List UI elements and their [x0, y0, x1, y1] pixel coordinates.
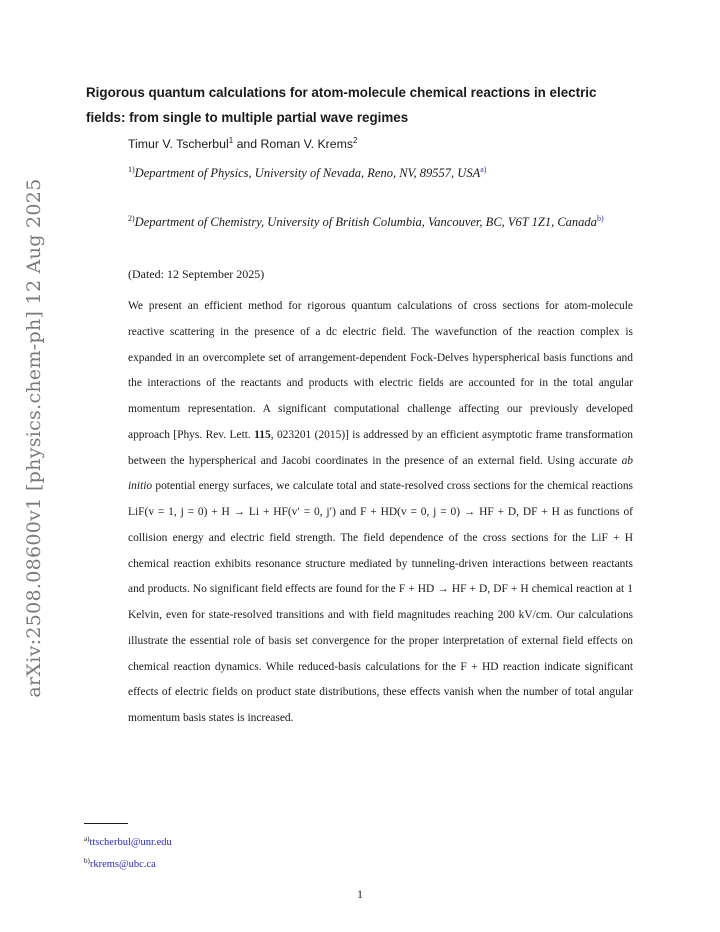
affiliation-text: Department of Chemistry, University of British Columbia, Vancouver, BC, V6T 1Z1, Canada	[134, 215, 597, 229]
author-affiliation-mark: 2	[353, 136, 358, 145]
author-list	[128, 135, 357, 153]
abstract-text: potential energy surfaces, we calculate total and state-resolved cross sections for the chemical reactions LiF(v = 1, j = 0) + H → Li + HF(v′ = 0, j′) and F + HD(v = 0, j = 0) → HF + D, DF + H as functions of collision energy and electric field strength. The field dependence of the cross sections for the LiF + H chemical reaction exhibits resonance structure mediated by tunneling-driven interactions between reactants and products. No significant field effects are found for the F + HD → HF + D, DF + H chemical reaction at 1 Kelvin, even for state-resolved transitions and with field magnitudes reaching 200 kV/cm. Our calculations illustrate the essential role of basis set convergence for the proper interpretation of external field effects on chemical reaction dynamics. While reduced-basis calculations for the F + HD reaction indicate significant effects of electric fields on product state distributions, these effects vanish when the number of total angular momentum basis states is increased.	[128, 480, 633, 724]
footnote-mark: b)	[84, 857, 90, 865]
footnote-mark: a)	[84, 835, 90, 843]
affiliation-1	[128, 158, 608, 185]
abstract-text: , 023201 (2015)] is addressed by an efficient asymptotic frame transformation between the hyperspherical and Jacobi coordinates in the presence of an external field. Using accurate	[128, 428, 634, 467]
affiliation-number: 1)	[128, 165, 135, 174]
footnote-link[interactable]: b)	[596, 214, 604, 223]
abstract-paragraph	[128, 294, 633, 732]
footnote-divider	[84, 823, 128, 824]
affiliation-text: Department of Physics, University of Nevada, Reno, NV, 89557, USA	[134, 166, 481, 180]
email-link[interactable]: ttscherbul@unr.edu	[89, 837, 172, 848]
footnote-a	[84, 830, 172, 852]
abstract-text: We present an efficient method for rigorous quantum calculations of cross sections for atom-molecule reactive scattering in the presence of a dc electric field. The wavefunction of the reaction complex is expanded in an overcomplete set of arrangement-dependent Fock-Delves hyperspherical basis functions and the interactions of the reactants and products with electric fields are accounted for in the total angular momentum representation. A significant computational challenge affecting our previously developed approach [Phys. Rev. Lett.	[128, 300, 633, 441]
author-affiliation-mark: 1	[228, 136, 234, 145]
affiliation-number: 2)	[128, 214, 135, 223]
footnote-link[interactable]: a)	[480, 165, 487, 174]
email-link[interactable]: rkrems@ubc.ca	[89, 859, 156, 870]
author-name: Timur V. Tscherbul	[128, 137, 229, 151]
abstract	[128, 294, 633, 732]
author-name: Roman V. Krems	[260, 137, 354, 151]
abstract-italic-term: ab initio	[128, 454, 633, 493]
abstract-volume: 115	[254, 428, 271, 441]
footnote-b	[84, 852, 172, 874]
date-line: (Dated: 12 September 2025)	[128, 267, 265, 281]
page-number: 1	[357, 887, 363, 901]
affiliation-2	[128, 207, 608, 234]
author-separator: and	[233, 137, 261, 151]
arxiv-identifier-stamp[interactable]: arXiv:2508.08600v1 [physics.chem-ph] 12 Aug 2025	[23, 178, 45, 698]
paper-title: Rigorous quantum calculations for atom-molecule chemical reactions in electric fields: from single to multiple partial wave regimes	[86, 85, 597, 125]
footnotes	[84, 830, 172, 874]
